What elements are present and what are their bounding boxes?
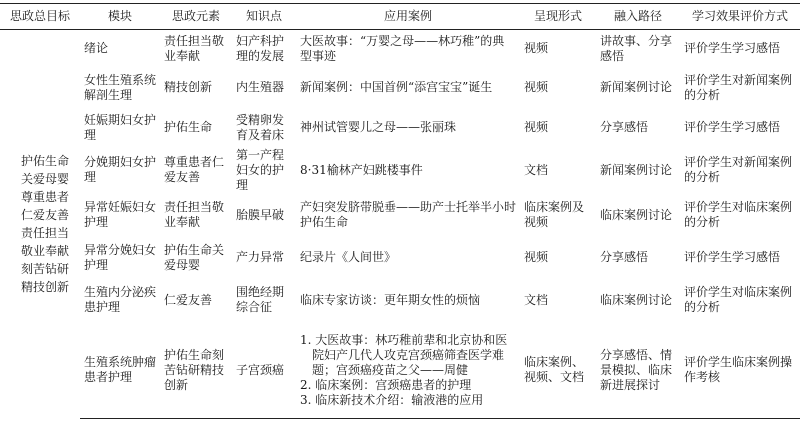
path-cell: 分享感悟 — [600, 120, 649, 134]
path-cell: 新闻案例讨论 — [600, 162, 673, 177]
case-text: 临床专家访谈：更年期女性的烦恼 — [300, 292, 481, 307]
module-cell: 生殖内分泌疾患护理 — [84, 285, 157, 314]
knowledge-cell: 内生殖器 — [236, 80, 285, 94]
knowledge-cell: 胎膜早破 — [236, 207, 285, 222]
case-cell — [296, 278, 520, 323]
module-cell: 异常妊娠妇女护理 — [84, 200, 157, 229]
evaluation-cell: 评价学生对临床案例的分析 — [684, 285, 793, 314]
header-form: 呈现形式 — [520, 4, 596, 30]
header-module: 模块 — [80, 4, 160, 30]
module-cell: 绪论 — [84, 41, 109, 56]
case-item: 1. 大医故事：林巧稚前辈和北京协和医院妇产几代人攻克宫颈癌筛查医学难题；宫颈癌疫苗之父——周健 — [300, 332, 508, 377]
header-evaluation: 学习效果评价方式 — [680, 4, 800, 30]
evaluation-cell: 评价学生学习感悟 — [684, 120, 781, 134]
form-cell: 视频 — [524, 250, 549, 264]
header-cases: 应用案例 — [296, 4, 520, 30]
header-overall-goal: 思政总目标 — [0, 4, 80, 30]
knowledge-cell: 子宫颈癌 — [232, 323, 296, 419]
knowledge-cell: 妇产科护理的发展 — [236, 33, 285, 63]
knowledge-cell: 受精卵发育及着床 — [236, 112, 285, 142]
module-cell: 女性生殖系统解剖生理 — [84, 72, 157, 102]
path-cell: 分享感悟 — [600, 250, 649, 264]
form-cell: 文档 — [524, 292, 549, 307]
evaluation-cell: 评价学生对临床案例的分析 — [684, 200, 793, 229]
case-text: 神州试管婴儿之母——张丽珠 — [300, 120, 457, 134]
elements-cell: 仁爱友善 — [164, 292, 213, 307]
knowledge-cell: 产力异常 — [236, 250, 285, 264]
form-cell: 视频 — [524, 80, 549, 94]
evaluation-cell: 评价学生对新闻案例的分析 — [684, 72, 793, 102]
elements-cell: 精技创新 — [164, 80, 213, 94]
table-row — [0, 193, 800, 238]
path-cell: 临床案例讨论 — [600, 292, 673, 307]
path-cell: 临床案例讨论 — [600, 207, 673, 222]
module-cell: 异常分娩妇女护理 — [84, 242, 157, 272]
form-cell: 临床案例及视频 — [524, 200, 585, 229]
table-row — [0, 278, 800, 323]
overall-goal-cell: 护佑生命关爱母婴尊重患者仁爱友善责任担当敬业奉献刻苦钻研精技创新 — [20, 154, 69, 295]
case-text: 8·31榆林产妇跳楼事件 — [300, 162, 423, 177]
evaluation-cell: 评价学生临床案例操作考核 — [680, 323, 800, 419]
form-cell: 文档 — [524, 162, 549, 177]
case-text: 纪录片《人间世》 — [300, 250, 397, 264]
path-cell: 讲故事、分享感悟 — [600, 33, 673, 63]
form-cell: 视频 — [524, 41, 549, 56]
elements-cell: 护佑生命 — [164, 120, 213, 134]
case-cell — [296, 238, 520, 278]
module-cell: 分娩期妇女护理 — [84, 155, 157, 184]
evaluation-cell: 评价学生学习感悟 — [684, 250, 781, 264]
form-cell: 临床案例、视频、文档 — [520, 323, 596, 419]
path-cell: 新闻案例讨论 — [600, 80, 673, 94]
case-cell — [296, 30, 520, 68]
table-row — [0, 238, 800, 278]
knowledge-cell: 第一产程妇女的护理 — [236, 147, 285, 192]
header-elements: 思政元素 — [160, 4, 232, 30]
header-row — [0, 4, 800, 30]
elements-cell: 责任担当敬业奉献 — [164, 200, 225, 229]
case-cell — [296, 323, 520, 419]
elements-cell: 责任担当敬业奉献 — [164, 33, 225, 63]
form-cell: 视频 — [524, 120, 549, 134]
evaluation-cell: 评价学生对新闻案例的分析 — [684, 155, 793, 184]
evaluation-cell: 评价学生学习感悟 — [684, 41, 781, 56]
case-item: 3. 临床新技术介绍：输液港的应用 — [300, 392, 484, 407]
case-cell — [296, 108, 520, 148]
table-row — [0, 30, 800, 68]
curriculum-table — [0, 3, 800, 419]
header-knowledge: 知识点 — [232, 4, 296, 30]
elements-cell: 护佑生命刻苦钻研精技创新 — [160, 323, 232, 419]
module-cell: 生殖系统肿瘤患者护理 — [80, 323, 160, 419]
case-text: 大医故事：“万婴之母——林巧稚”的典型事迹 — [300, 33, 505, 63]
case-item: 2. 临床案例：宫颈癌患者的护理 — [300, 377, 472, 392]
table-row — [0, 148, 800, 193]
table-row — [0, 68, 800, 108]
table-row — [0, 108, 800, 148]
table-row — [0, 323, 800, 419]
case-text: 产妇突发脐带脱垂——助产士托举半小时护佑生命 — [300, 200, 517, 229]
elements-cell: 护佑生命关爱母婴 — [164, 242, 225, 272]
case-cell — [296, 148, 520, 193]
knowledge-cell: 围绝经期综合征 — [236, 285, 285, 314]
header-path: 融入路径 — [596, 4, 680, 30]
module-cell: 妊娠期妇女护理 — [84, 112, 157, 142]
path-cell: 分享感悟、情景模拟、临床新进展探讨 — [596, 323, 680, 419]
elements-cell: 尊重患者仁爱友善 — [164, 155, 225, 184]
case-cell — [296, 193, 520, 238]
case-cell — [296, 68, 520, 108]
case-text: 新闻案例：中国首例“添宫宝宝”诞生 — [300, 80, 493, 94]
